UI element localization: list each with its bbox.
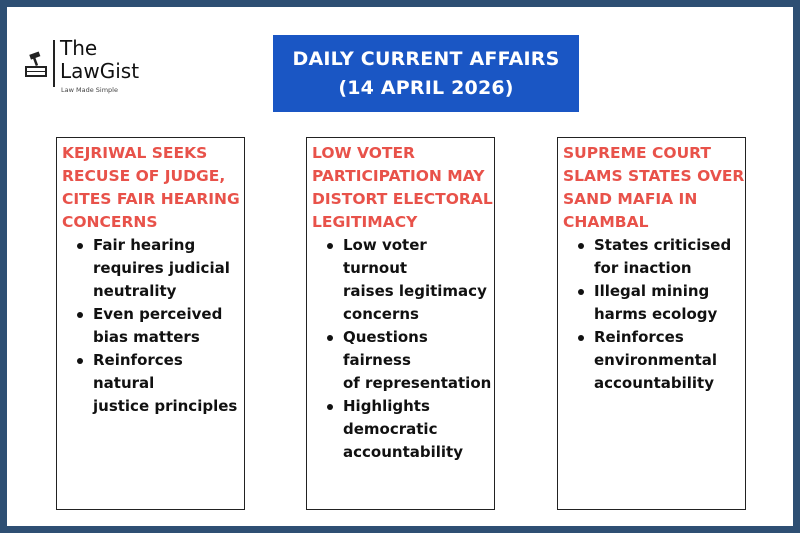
- bullet-text: Reinforces environmental accountability: [594, 328, 718, 392]
- card-headline: SUPREME COURT SLAMS STATES OVER SAND MAFIA IN CHAMBAL: [563, 144, 745, 231]
- page-title: [273, 35, 579, 112]
- logo-line-1: The: [60, 36, 98, 60]
- card-headline: KEJRIWAL SEEKS RECUSE OF JUDGE, CITES FAIR HEARING CONCERNS: [62, 144, 240, 231]
- bullet-text: Even perceived bias matters: [93, 305, 223, 346]
- news-card-3: [557, 137, 746, 510]
- bullet-text: States criticised for inaction: [594, 236, 732, 277]
- bullet-text: Low voter turnout raises legitimacy concerns: [343, 236, 487, 323]
- bullet-item: [74, 234, 244, 303]
- gavel-book-icon: [24, 51, 48, 79]
- bullet-item: [324, 395, 494, 464]
- bullet-text: Highlights democratic accountability: [343, 397, 463, 461]
- bullet-item: [74, 349, 244, 418]
- bullet-item: [575, 234, 745, 280]
- logo-wordmark: [60, 37, 139, 83]
- news-card-2: [306, 137, 495, 510]
- bullet-item: [575, 280, 745, 326]
- title-date: (14 APRIL 2026): [338, 76, 514, 99]
- logo-line-2: LawGist: [60, 59, 140, 83]
- bullet-item: [74, 303, 244, 349]
- news-card-1: [56, 137, 245, 510]
- logo-divider: [53, 40, 55, 87]
- bullet-item: [324, 234, 494, 326]
- title-line-1: DAILY CURRENT AFFAIRS: [292, 47, 560, 70]
- logo-tagline: Law Made Simple: [61, 86, 118, 94]
- bullet-list: [62, 234, 244, 418]
- bullet-text: Questions fairness of representation: [343, 328, 492, 392]
- card-headline: LOW VOTER PARTICIPATION MAY DISTORT ELECTORAL LEGITIMACY: [312, 144, 493, 231]
- bullet-text: Illegal mining harms ecology: [594, 282, 718, 323]
- bullet-item: [575, 326, 745, 395]
- bullet-text: Reinforces natural justice principles: [93, 351, 238, 415]
- brand-logo: [24, 37, 164, 97]
- bullet-text: Fair hearing requires judicial neutrality: [93, 236, 230, 300]
- bullet-list: [563, 234, 745, 395]
- bullet-list: [312, 234, 494, 464]
- bullet-item: [324, 326, 494, 395]
